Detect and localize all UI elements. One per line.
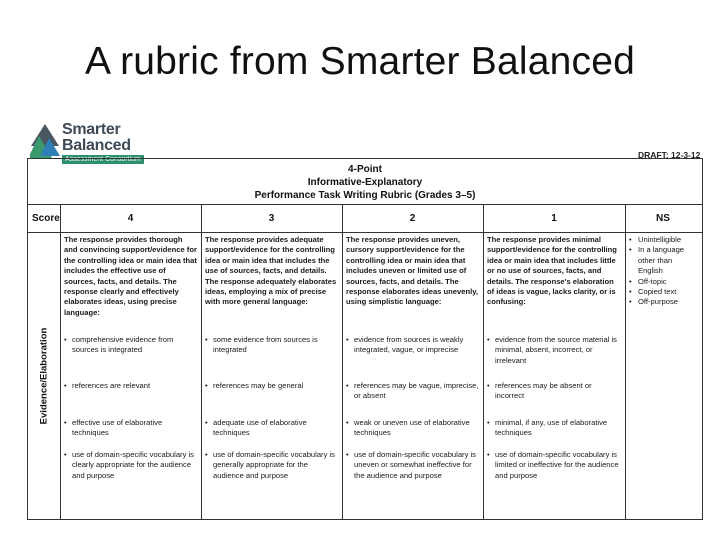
slide-title: A rubric from Smarter Balanced [84, 40, 636, 83]
list-item: • references may be general [201, 381, 342, 391]
ns-list [625, 232, 701, 308]
list-item: • use of domain-specific vocabulary is uneven or somewhat ineffective for the audience and purpose [342, 450, 483, 481]
evidence-elaboration-label [28, 232, 60, 519]
list-item: • use of domain-specific vocabulary is clearly appropriate for the audience and purpose [60, 450, 201, 481]
ns-item: • Unintelligible [629, 235, 697, 245]
rubric-heading-points: 4-Point [348, 164, 382, 175]
score-1-header: 1 [551, 213, 557, 224]
side-label-text: Evidence/Elaboration [38, 327, 50, 424]
list-item: • references may be vague, imprecise, or absent [342, 381, 483, 402]
list-item: • evidence from sources is weakly integrated, vague, or imprecise [342, 335, 483, 356]
list-item: • use of domain-specific vocabulary is limited or ineffective for the audience and purpose [483, 450, 625, 481]
list-item: • comprehensive evidence from sources is integrated [60, 335, 201, 356]
score-3-description: The response provides adequate support/evidence for the controlling idea or main idea that includes the use of sources, facts, and details. The response adequately elaborates ideas, employing a mix of precise with more general language: [205, 235, 337, 307]
ns-item: • Off-purpose [629, 297, 697, 307]
ns-item: • Off-topic [629, 277, 697, 287]
rubric-table [27, 158, 703, 520]
rubric-heading [28, 159, 702, 205]
logo-triangle-icon [30, 122, 60, 160]
ns-item: • In a language other than English [629, 245, 697, 276]
list-item: • minimal, if any, use of elaborative techniques [483, 418, 625, 439]
list-item: • references are relevant [60, 381, 201, 391]
score-header: Score [32, 213, 60, 224]
rubric-heading-type: Informative-Explanatory [307, 177, 423, 188]
list-item: • effective use of elaborative techniques [60, 418, 201, 439]
score-1-description: The response provides minimal support/evidence for the controlling idea or main idea that includes little or no use of sources, facts, and details. The response's elaboration of ideas is vague, lacks clarity, or is confusing: [487, 235, 617, 307]
list-item: • evidence from the source material is minimal, absent, incorrect, or irrelevant [483, 335, 625, 366]
list-item: • some evidence from sources is integrated [201, 335, 342, 356]
logo-word-balanced: Balanced [62, 137, 131, 154]
ns-item: • Copied text [629, 287, 697, 297]
list-item: • references may be absent or incorrect [483, 381, 625, 402]
score-2-description: The response provides uneven, cursory support/evidence for the controlling idea or main idea that includes uneven or limited use of sources, facts, and details. The response elaborates ideas unevenly, using simplistic language: [346, 235, 478, 307]
score-3-header: 3 [268, 213, 275, 224]
list-item: • weak or uneven use of elaborative techniques [342, 418, 483, 439]
logo-word-smarter: Smarter [62, 121, 121, 138]
score-4-description: The response provides thorough and convincing support/evidence for the controlling idea or main idea that includes the effective use of sources, facts, and details. The response clearly and effectively elaborates ideas, using precise language: [64, 235, 197, 317]
list-item: • use of domain-specific vocabulary is generally appropriate for the audience and purpose [201, 450, 342, 481]
ns-header: NS [656, 213, 670, 224]
score-4-header: 4 [127, 213, 134, 224]
rubric-heading-title: Performance Task Writing Rubric (Grades 3–5) [254, 190, 476, 201]
score-2-header: 2 [409, 213, 416, 224]
list-item: • adequate use of elaborative techniques [201, 418, 342, 439]
draft-date: DRAFT: 12-3-12 [638, 150, 701, 160]
logo-subtitle: Assessment Consortium [62, 155, 144, 164]
